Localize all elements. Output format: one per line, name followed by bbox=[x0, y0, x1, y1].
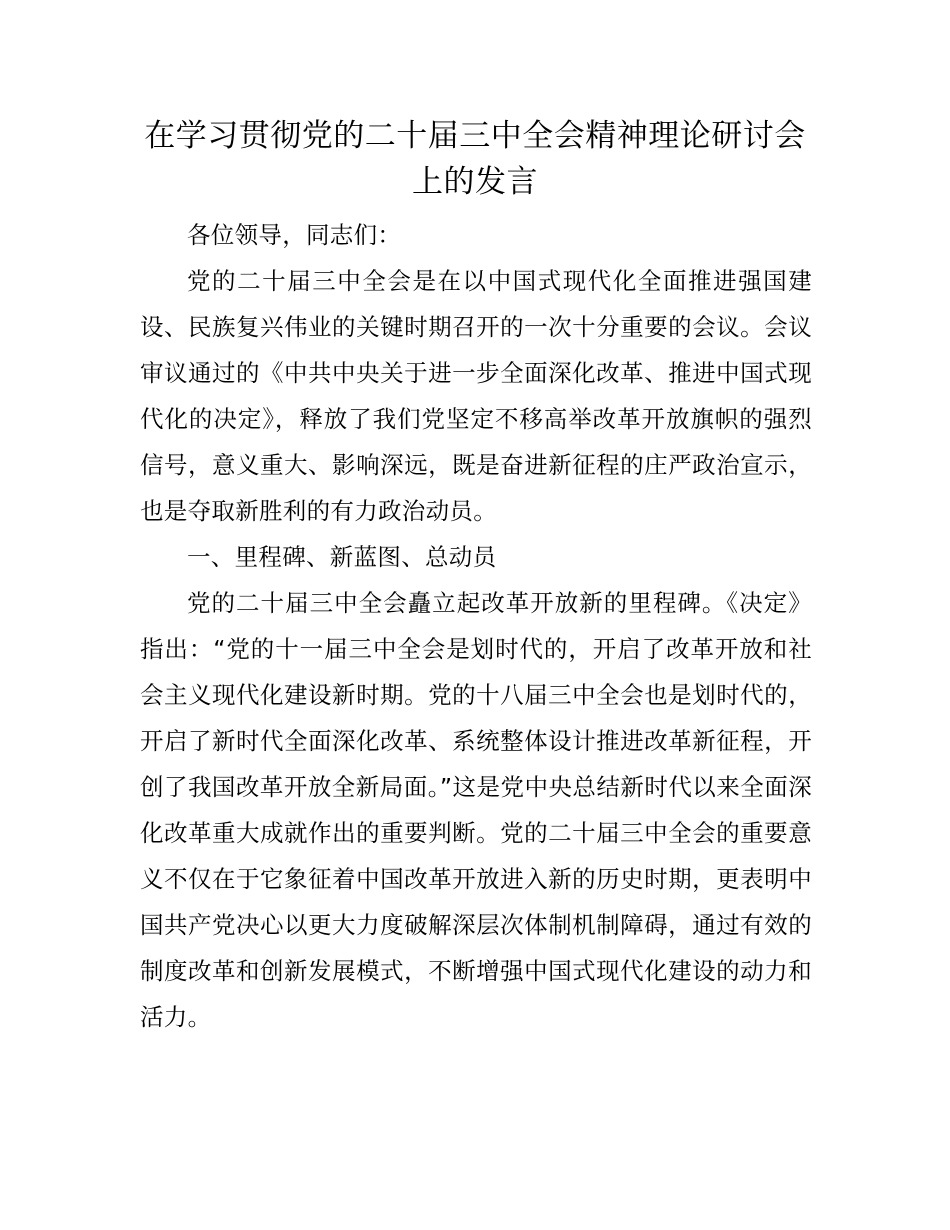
document-body bbox=[140, 212, 812, 1040]
document-title: 在学习贯彻党的二十届三中全会精神理论研讨会上的发言 bbox=[144, 118, 806, 200]
section-heading: 一、里程碑、新蓝图、总动员 bbox=[187, 543, 497, 571]
paragraph-intro: 党的二十届三中全会是在以中国式现代化全面推进强国建设、民族复兴伟业的关键时期召开的一次十分重要的会议。会议审议通过的《中共中央关于进一步全面深化改革、推进中国式现代化的决定》，释放了我们党坚定不移高举改革开放旗帜的强烈信号，意义重大、影响深远，既是奋进新征程的庄严政治宣示，也是夺取新胜利的有力政治动员。 bbox=[140, 267, 812, 525]
paragraph-milestone: 党的二十届三中全会矗立起改革开放新的里程碑。《决定》指出：“党的十一届三中全会是划时代的，开启了改革开放和社会主义现代化建设新时期。党的十八届三中全会也是划时代的，开启了新时代全面深化改革、系统整体设计推进改革新征程，开创了我国改革开放全新局面。”这是党中央总结新时代以来全面深化改革重大成就作出的重要判断。党的二十届三中全会的重要意义不仅在于它象征着中国改革开放进入新的历史时期，更表明中国共产党决心以更大力度破解深层次体制机制障碍，通过有效的制度改革和创新发展模式，不断增强中国式现代化建设的动力和活力。 bbox=[140, 589, 812, 1031]
salutation: 各位领导，同志们： bbox=[187, 221, 402, 249]
